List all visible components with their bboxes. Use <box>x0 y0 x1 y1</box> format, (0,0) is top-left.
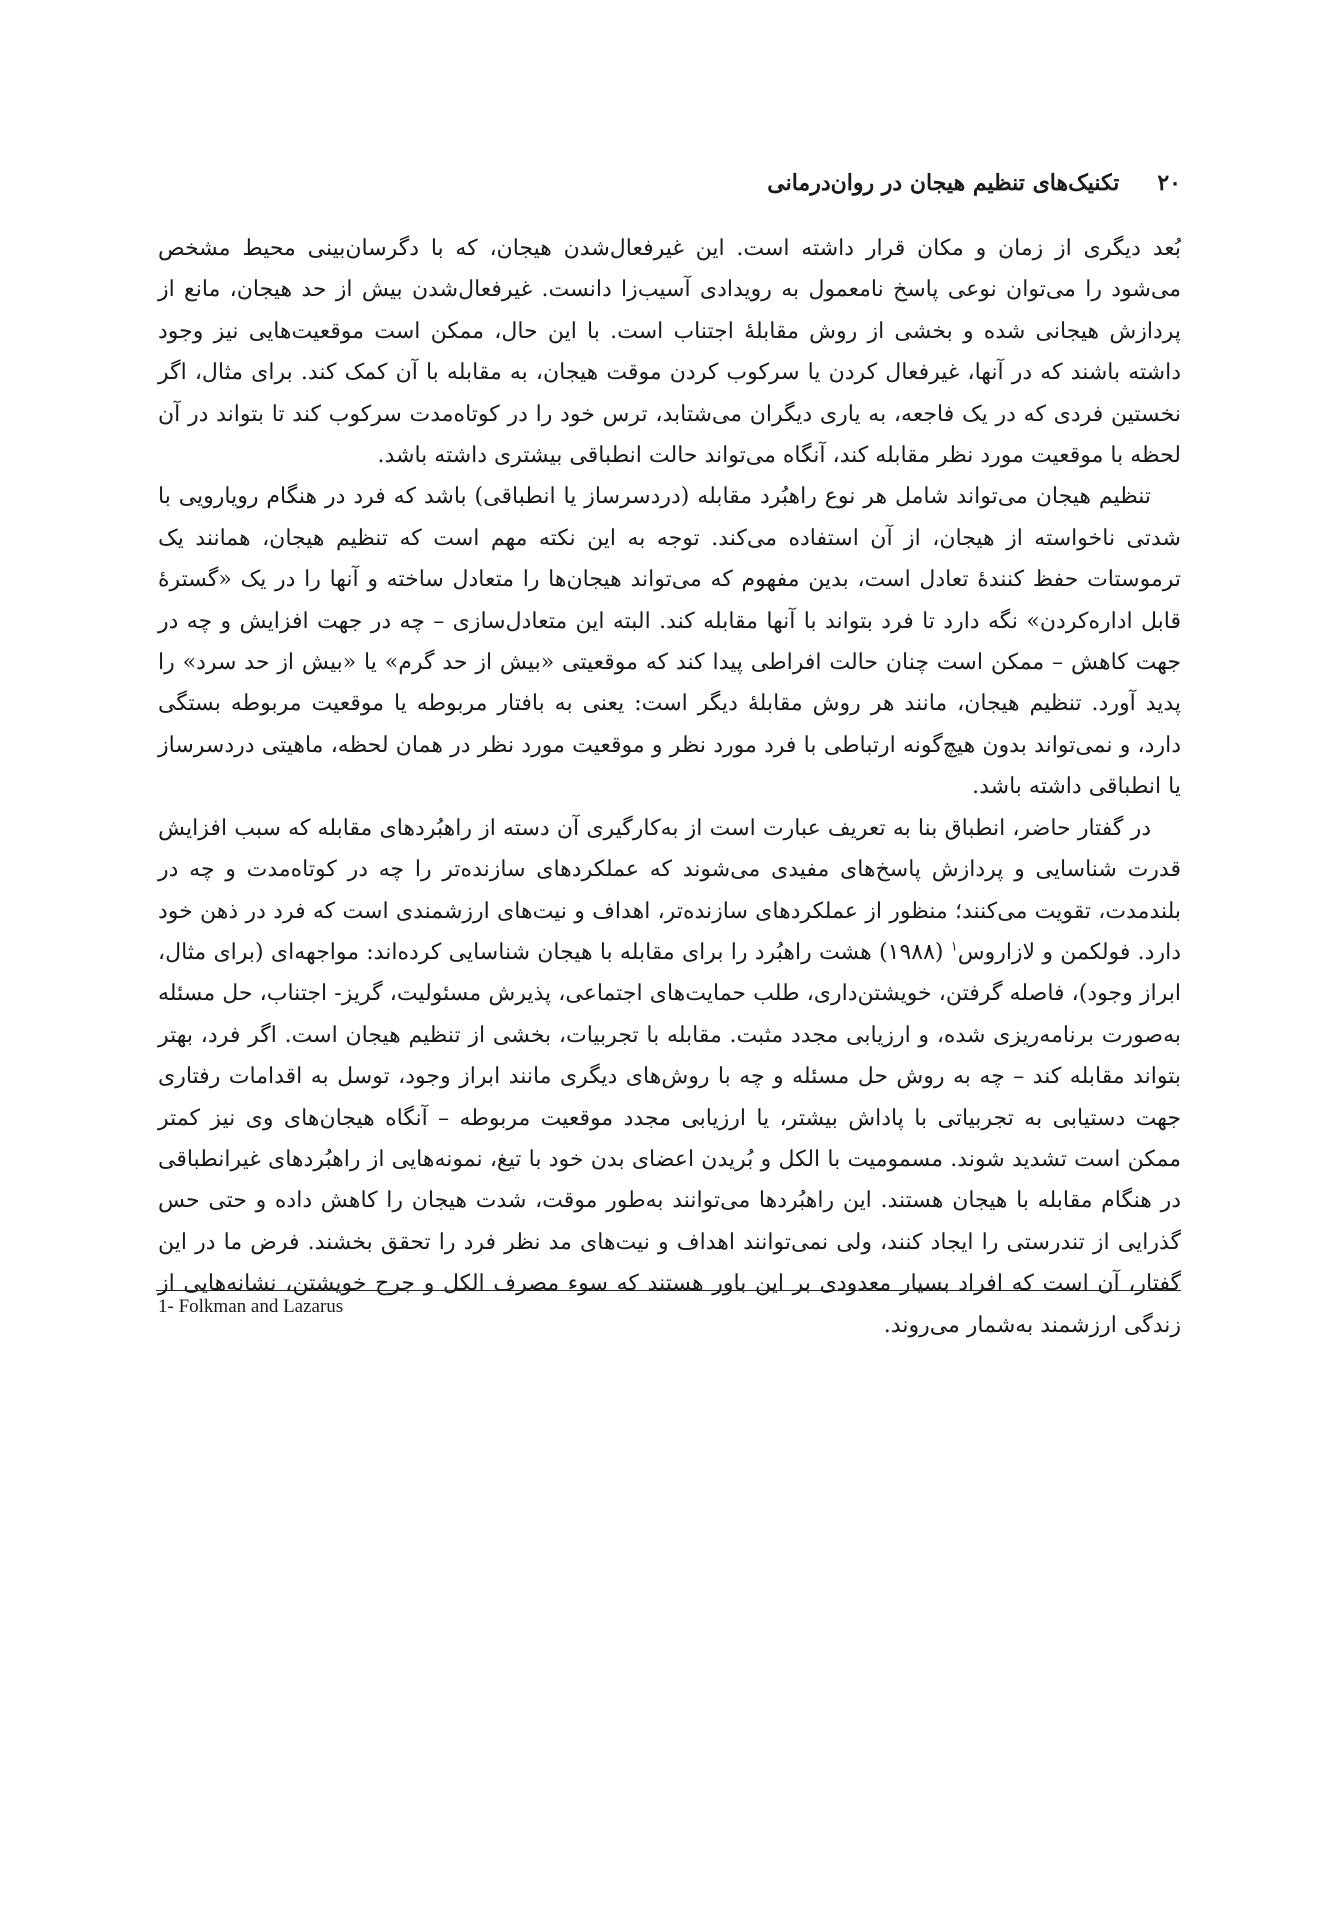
paragraph-3-part-2: (۱۹۸۸) هشت راهبُرد را برای مقابله با هیجان شناسایی کرده‌اند: مواجهه‌ای (برای مثال، ابراز وجود)، فاصله گرفتن، خویشتن‌داری، طلب حمایت‌های اجتماعی، پذیرش مسئولیت، گریز- اجتناب، حل مسئله به‌صورت برنامه‌ریزی شده، و ارزیابی مجدد مثبت. مقابله با تجربیات، بخشی از تنظیم هیجان است. اگر فرد، بهتر بتواند مقابله کند – چه به روش حل مسئله و چه با روش‌های دیگری مانند ابراز وجود، توسل به اقدامات رفتاری جهت دستیابی به تجربیاتی با پاداش بیشتر، یا ارزیابی مجدد موقعیت مربوطه – آنگاه هیجان‌های وی نیز کمتر ممکن است تشدید شوند. مسمومیت با الکل و بُریدن اعضای بدن خود با تیغ، نمونه‌هایی از راهبُردهای غیرانطباقی در هنگام مقابله با هیجان هستند. این راهبُردها می‌توانند به‌طور موقت، شدت هیجان را کاهش داده و حتی حس گذرایی از تندرستی را ایجاد کنند، ولی نمی‌توانند اهداف و نیت‌های مد نظر فرد را تحقق بخشند. فرض ما در این گفتار، آن است که افراد بسیار معدودی بر این باور هستند که سوء مصرف الکل و جرح خویشتن، نشانه‌هایی از زندگی ارزشمند به‌شمار می‌روند. <box>158 939 1181 1338</box>
paragraph-1: بُعد دیگری از زمان و مکان قرار داشته است. این غیرفعال‌شدن هیجان، که با دگرسان‌بینی محیط مشخص می‌شود را می‌توان نوعی پاسخ نامعمول به رویدادی آسیب‌زا دانست. غیرفعال‌شدن بیش از حد هیجان، مانع از پردازش هیجانی شده و بخشی از روش مقابلۀ اجتناب است. با این حال، ممکن است موقعیت‌هایی نیز وجود داشته باشند که در آنها، غیرفعال کردن یا سرکوب کردن موقت هیجان، به مقابله با آن کمک کند. برای مثال، اگر نخستین فردی که در یک فاجعه، به یاری دیگران می‌شتابد، ترس خود را در کوتاه‌مدت سرکوب کند تا بتواند در آن لحظه با موقعیت مورد نظر مقابله کند، آنگاه می‌تواند حالت انطباقی بیشتری داشته باشد. <box>158 236 1181 469</box>
running-header <box>158 170 1181 196</box>
running-title: تکنیک‌های تنظیم هیجان در روان‌درمانی <box>767 170 1120 196</box>
page-number: ۲۰ <box>1157 170 1181 196</box>
body-text <box>158 228 1181 1346</box>
paragraph-3 <box>158 808 1181 1346</box>
footnote-divider <box>156 1290 1181 1291</box>
paragraph-3-part-1: در گفتار حاضر، انطباق بنا به تعریف عبارت است از به‌کارگیری آن دسته از راهبُردهای مقابله که سبب افزایش قدرت شناسایی و پردازش پاسخ‌های مفیدی می‌شوند که عملکردهای سازنده‌تر را چه در کوتاه‌مدت و چه در بلندمدت، تقویت می‌کنند؛ منظور از عملکردهای سازنده‌تر، اهداف و نیت‌های ارزشمندی است که فرد در ذهن خود دارد. فولکمن و لازاروس <box>158 815 1182 965</box>
paragraph-2: تنظیم هیجان می‌تواند شامل هر نوع راهبُرد مقابله (دردسرساز یا انطباقی) باشد که فرد در هنگام رویارویی با شدتی ناخواسته از هیجان، از آن استفاده می‌کند. توجه به این نکته مهم است که تنظیم هیجان، همانند یک ترموستات حفظ کنندۀ تعادل است، بدین مفهوم که می‌تواند هیجان‌ها را متعادل ساخته و آنها را در یک «گسترۀ قابل اداره‌کردن» نگه دارد تا فرد بتواند با آنها مقابله کند. البته این متعادل‌سازی – چه در جهت افزایش و چه در جهت کاهش – ممکن است چنان حالت افراطی پیدا کند که موقعیتی «بیش از حد گرم» یا «بیش از حد سرد» را پدید آورد. تنظیم هیجان، مانند هر روش مقابلۀ دیگر است: یعنی به بافتار مربوطه یا موقعیت مربوطه بستگی دارد، و نمی‌تواند بدون هیچ‌گونه ارتباطی با فرد مورد نظر و موقعیت مورد نظر در همان لحظه، ماهیتی دردسرساز یا انطباقی داشته باشد. <box>158 484 1181 800</box>
footnote-reference-mark: ۱ <box>950 939 958 955</box>
footnote: 1- Folkman and Lazarus <box>158 1296 344 1317</box>
